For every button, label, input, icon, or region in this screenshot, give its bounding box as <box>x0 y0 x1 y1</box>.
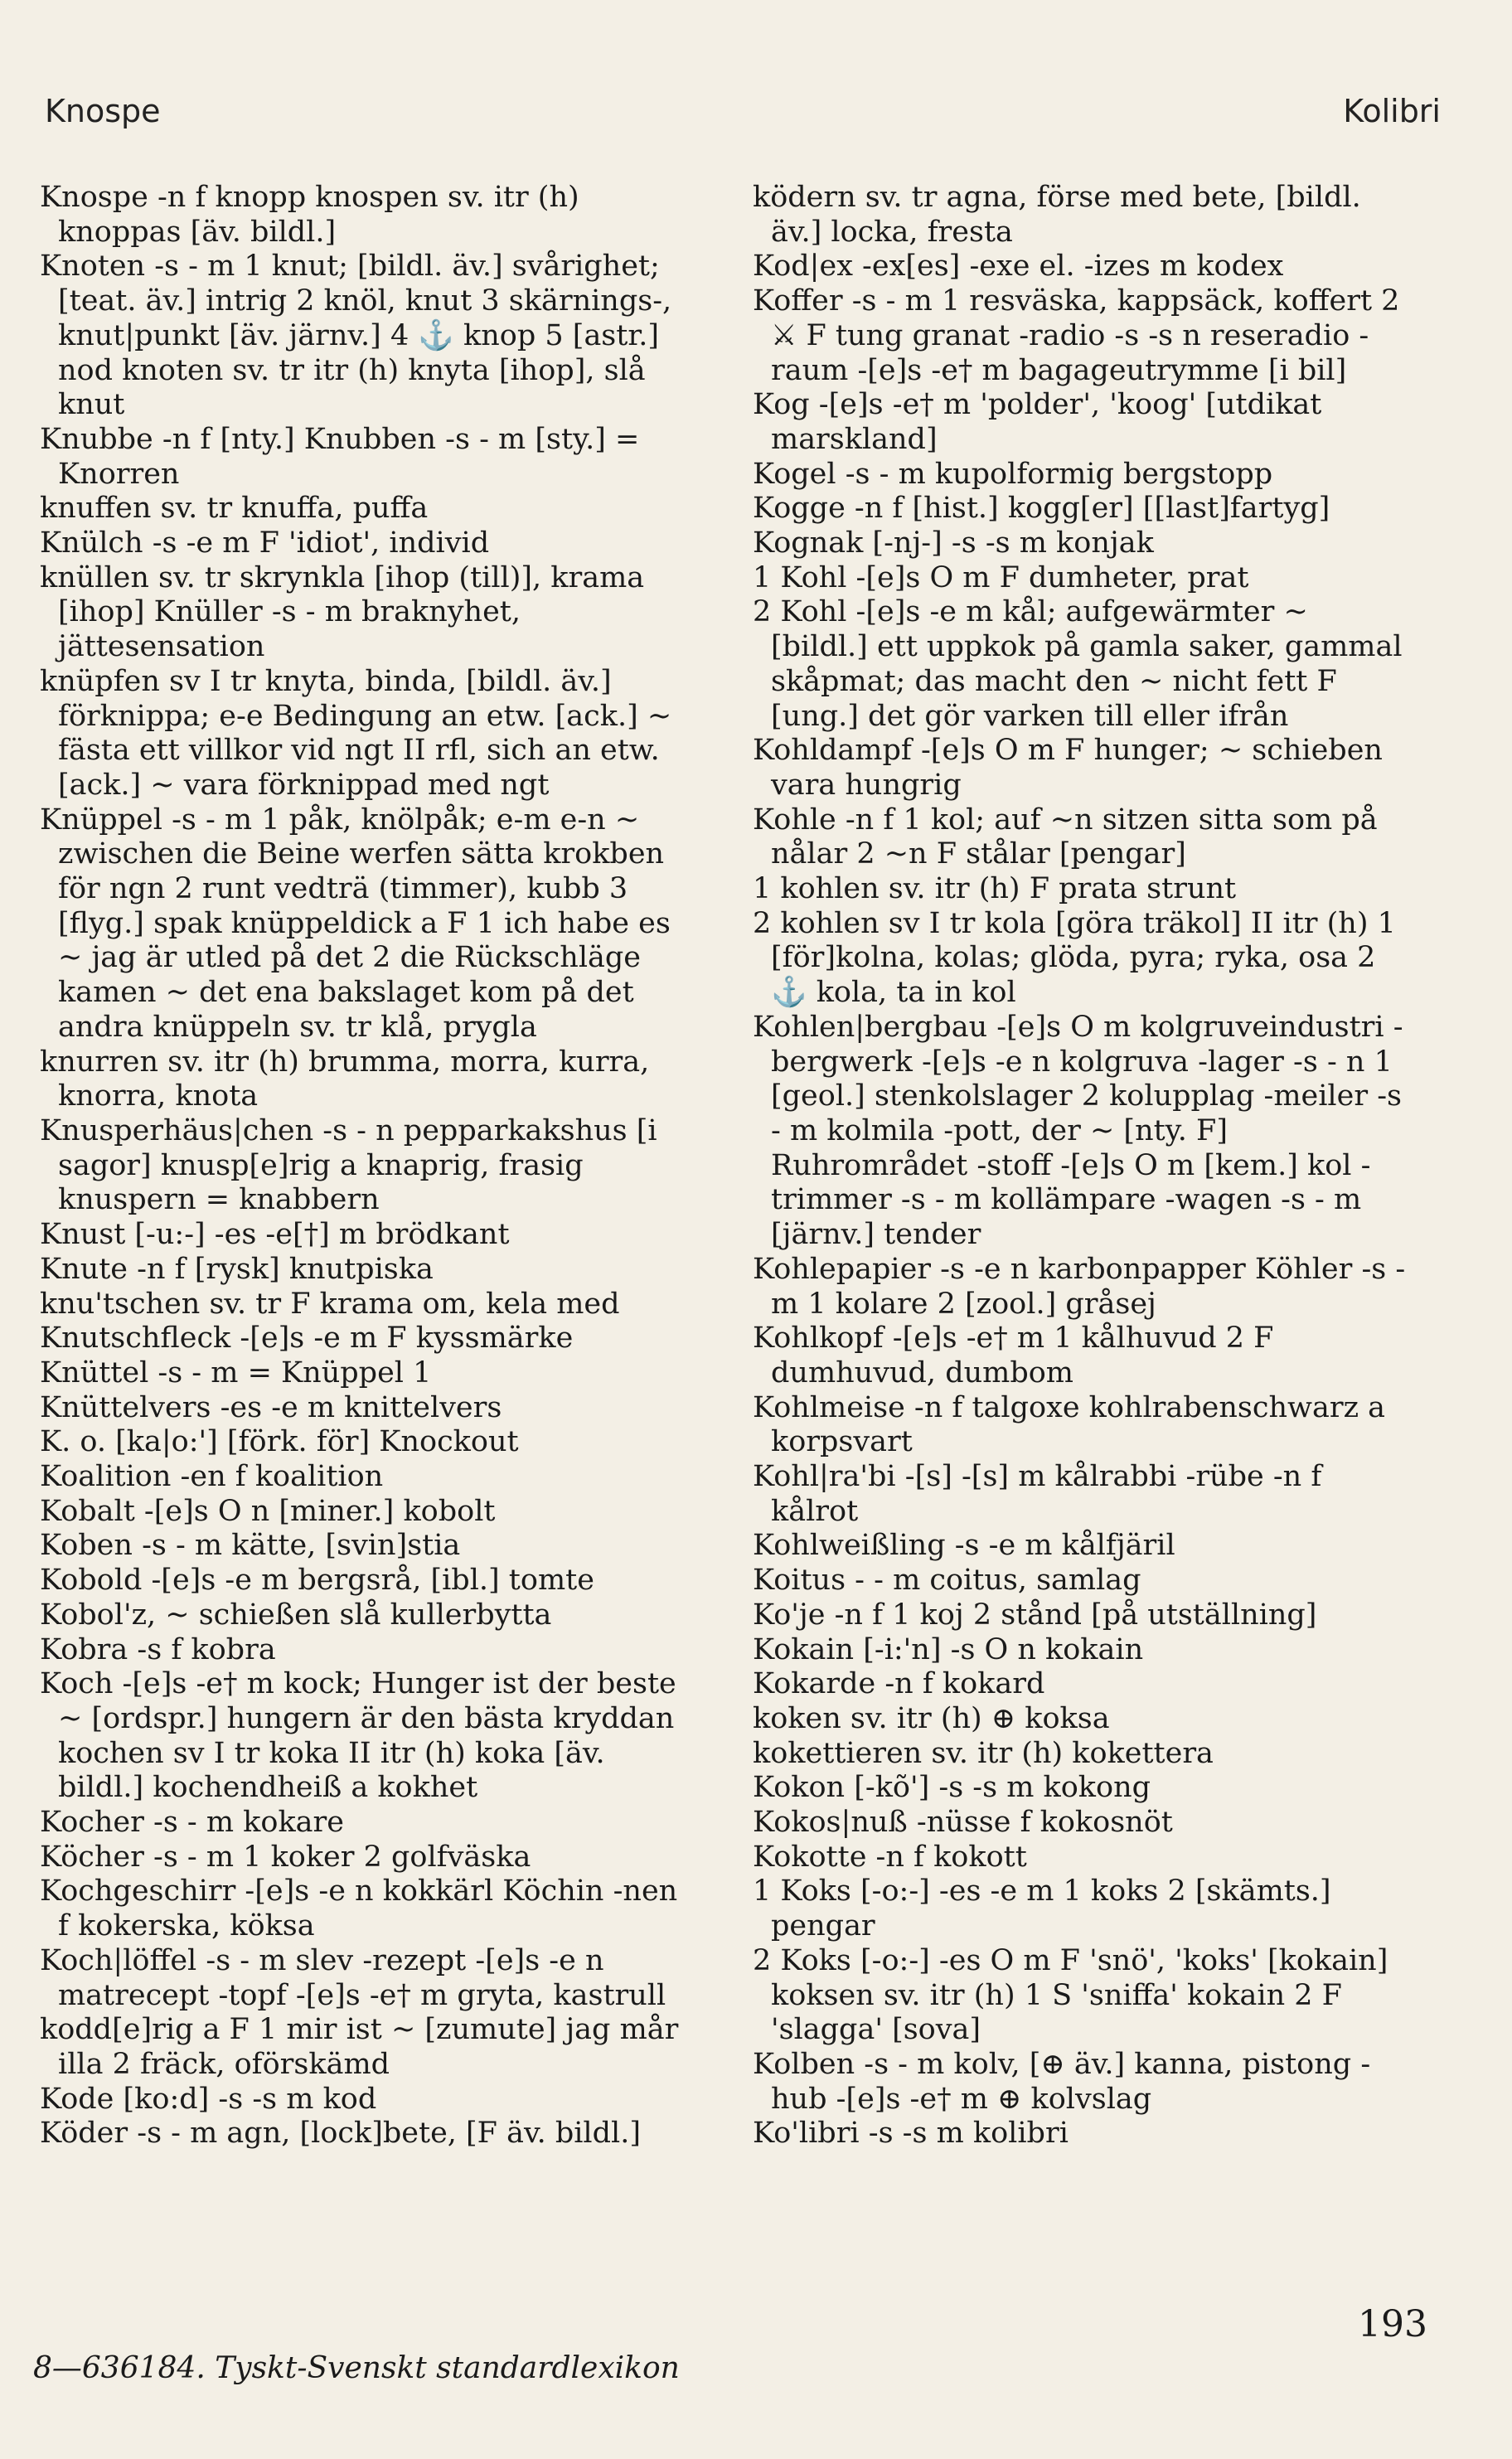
dictionary-entry: Kohlen|bergbau -[e]s O m kolgruveindustri -bergwerk -[e]s -e n kolgruva -lager -s - n 1 [geol.] stenkolslager 2 kolupplag -meiler -s - m kolmila -pott, der ~ [nty. F] Ruhrområdet -stoff -[e]s O m [kem.] kol -trimmer -s - m kollämpare -wagen -s - m [järnv.] tender <box>753 1010 1403 1252</box>
dictionary-entry: Kohlweißling -s -e m kålfjäril <box>753 1529 1175 1563</box>
dictionary-entry: 1 Koks [-o:-] -es -e m 1 koks 2 [skämts.] pengar <box>753 1875 1331 1943</box>
dictionary-entry: Ko'je -n f 1 koj 2 stånd [på utställning] <box>753 1598 1317 1632</box>
running-head-right: Kolibri <box>1343 93 1441 129</box>
dictionary-entry: Kokon [-kõ'] -s -s m kokong <box>753 1771 1151 1805</box>
dictionary-entry: Knutschfleck -[e]s -e m F kyssmärke <box>40 1322 574 1356</box>
dictionary-entry: Kohldampf -[e]s O m F hunger; ~ schieben vara hungrig <box>753 734 1383 802</box>
dictionary-entry: Kolben -s - m kolv, [⊕ äv.] kanna, pistong -hub -[e]s -e† m ⊕ kolvslag <box>753 2047 1371 2116</box>
dictionary-entry: Koitus - - m coitus, samlag <box>753 1564 1141 1598</box>
dictionary-entry: Kokain [-i:'n] -s O n kokain <box>753 1632 1144 1666</box>
dictionary-entry: ködern sv. tr agna, förse med bete, [bildl. äv.] locka, fresta <box>753 181 1361 249</box>
dictionary-entry: Kohl|ra'bi -[s] -[s] m kålrabbi -rübe -n f kålrot <box>753 1460 1322 1528</box>
dictionary-entry: Kogge -n f [hist.] kogg[er] [[last]fartyg] <box>753 492 1330 526</box>
dictionary-entry: Knüttel -s - m = Knüppel 1 <box>40 1356 432 1390</box>
dictionary-entry: Knüttelvers -es -e m knittelvers <box>40 1390 502 1424</box>
dictionary-entry: Kokotte -n f kokott <box>753 1840 1027 1874</box>
dictionary-entry: 2 Kohl -[e]s -e m kål; aufgewärmter ~ [bildl.] ett uppkok på gamla saker, gammal skåpmat; das macht den ~ nicht fett F [ung.] det gör varken till eller ifrån <box>753 595 1403 733</box>
dictionary-entry: knu'tschen sv. tr F krama om, kela med <box>40 1287 620 1321</box>
dictionary-entry: Ko'libri -s -s m kolibri <box>753 2117 1069 2151</box>
dictionary-entry: Koffer -s - m 1 resväska, kappsäck, koffert 2 ⚔ F tung granat -radio -s -s n reseradio -raum -[e]s -e† m bagageutrymme [i bil] <box>753 284 1400 387</box>
dictionary-entry: kodd[e]rig a F 1 mir ist ~ [zumute] jag mår illa 2 fräck, oförskämd <box>40 2013 679 2081</box>
dictionary-entry: Knute -n f [rysk] knutpiska <box>40 1252 434 1286</box>
dictionary-entry: Knüppel -s - m 1 påk, knölpåk; e-m e-n ~ zwischen die Beine werfen sätta krokben för ngn 2 runt vedträ (timmer), kubb 3 [flyg.] spak knüppeldick a F 1 ich habe es ~ jag är utled på det 2 die Rückschläge kamen ~ det ena bakslaget kom på det andra knüppeln sv. tr klå, prygla <box>40 803 671 1044</box>
dictionary-entry: knuffen sv. tr knuffa, puffa <box>40 492 429 526</box>
footer-signature: 8—636184. Tyskt-Svenskt standardlexikon <box>33 2351 680 2385</box>
dictionary-entry: Kognak [-nj-] -s -s m konjak <box>753 526 1154 560</box>
dictionary-entry: Knubbe -n f [nty.] Knubben -s - m [sty.] = Knorren <box>40 422 640 491</box>
dictionary-entry: Kohlmeise -n f talgoxe kohlrabenschwarz a korpsvart <box>753 1390 1386 1459</box>
page-number: 193 <box>1358 2303 1427 2345</box>
right-column <box>753 181 1408 2151</box>
dictionary-entry: Kode [ko:d] -s -s m kod <box>40 2082 377 2116</box>
dictionary-entry: Köder -s - m agn, [lock]bete, [F äv. bildl.] <box>40 2117 642 2151</box>
dictionary-entry: Kobold -[e]s -e m bergsrå, [ibl.] tomte <box>40 1564 594 1598</box>
dictionary-entry: Koben -s - m kätte, [svin]stia <box>40 1529 461 1563</box>
left-column <box>40 181 695 2151</box>
running-head-left: Knospe <box>45 93 161 129</box>
dictionary-entry: Kobol'z, ~ schießen slå kullerbytta <box>40 1598 552 1632</box>
dictionary-entry: 1 Kohl -[e]s O m F dumheter, prat <box>753 560 1249 594</box>
dictionary-entry: K. o. [ka|o:'] [förk. för] Knockout <box>40 1425 519 1459</box>
dictionary-entry: Knospe -n f knopp knospen sv. itr (h) knoppas [äv. bildl.] <box>40 181 579 249</box>
dictionary-entry: Knust [-u:-] -es -e[†] m brödkant <box>40 1218 510 1252</box>
dictionary-entry: Kocher -s - m kokare <box>40 1806 344 1840</box>
dictionary-entry: kokettieren sv. itr (h) kokettera <box>753 1736 1214 1770</box>
dictionary-entry: Kogel -s - m kupolformig bergstopp <box>753 457 1273 491</box>
dictionary-entry: Knusperhäus|chen -s - n pepparkakshus [i sagor] knusp[e]rig a knaprig, frasig knuspern = knabbern <box>40 1113 657 1217</box>
dictionary-entry: Knoten -s - m 1 knut; [bildl. äv.] svårighet; [teat. äv.] intrig 2 knöl, knut 3 skärnings-, knut|punkt [äv. järnv.] 4 ⚓ knop 5 [astr.] nod knoten sv. tr itr (h) knyta [ihop], slå knut <box>40 250 672 422</box>
dictionary-entry: Koch|löffel -s - m slev -rezept -[e]s -e n matrecept -topf -[e]s -e† m gryta, kastrull <box>40 1943 666 2012</box>
dictionary-entry: Koalition -en f koalition <box>40 1460 384 1494</box>
dictionary-entry: Kohlepapier -s -e n karbonpapper Köhler -s - m 1 kolare 2 [zool.] gråsej <box>753 1252 1406 1321</box>
dictionary-entry: knüllen sv. tr skrynkla [ihop (till)], krama [ihop] Knüller -s - m braknyhet, jättesensation <box>40 560 645 664</box>
dictionary-entry: Kobalt -[e]s O n [miner.] kobolt <box>40 1494 496 1528</box>
dictionary-entry: Köcher -s - m 1 koker 2 golfväska <box>40 1840 531 1874</box>
dictionary-entry: Kochgeschirr -[e]s -e n kokkärl Köchin -nen f kokerska, köksa <box>40 1875 678 1943</box>
dictionary-entry: Koch -[e]s -e† m kock; Hunger ist der beste ~ [ordspr.] hungern är den bästa kryddan kochen sv I tr koka II itr (h) koka [äv. bildl.] kochendheiß a kokhet <box>40 1667 676 1805</box>
dictionary-entry: koken sv. itr (h) ⊕ koksa <box>753 1701 1110 1735</box>
dictionary-entry: 2 kohlen sv I tr kola [göra träkol] II itr (h) 1 [för]kolna, kolas; glöda, pyra; ryka, osa 2 ⚓ kola, ta in kol <box>753 906 1396 1010</box>
dictionary-entry: Kokarde -n f kokard <box>753 1667 1045 1701</box>
dictionary-entry: Kod|ex -ex[es] -exe el. -izes m kodex <box>753 250 1284 284</box>
dictionary-entry: Kog -[e]s -e† m 'polder', 'koog' [utdikat marskland] <box>753 388 1322 456</box>
dictionary-entry: Kohle -n f 1 kol; auf ~n sitzen sitta som på nålar 2 ~n F stålar [pengar] <box>753 803 1378 871</box>
dictionary-entry: Kokos|nuß -nüsse f kokosnöt <box>753 1806 1173 1840</box>
dictionary-entry: Knülch -s -e m F 'idiot', individ <box>40 526 490 560</box>
dictionary-entry: 2 Koks [-o:-] -es O m F 'snö', 'koks' [kokain] koksen sv. itr (h) 1 S 'sniffa' kokain 2 F 'slagga' [sova] <box>753 1943 1388 2047</box>
dictionary-entry: Kobra -s f kobra <box>40 1632 276 1666</box>
dictionary-entry: knurren sv. itr (h) brumma, morra, kurra, knorra, knota <box>40 1045 650 1113</box>
dictionary-entry: 1 kohlen sv. itr (h) F prata strunt <box>753 872 1237 906</box>
dictionary-entry: knüpfen sv I tr knyta, binda, [bildl. äv.] förknippa; e-e Bedingung an etw. [ack.] ~ fästa ett villkor vid ngt II rfl, sich an etw. [ack.] ~ vara förknippad med ngt <box>40 664 672 802</box>
dictionary-entry: Kohlkopf -[e]s -e† m 1 kålhuvud 2 F dumhuvud, dumbom <box>753 1322 1274 1390</box>
